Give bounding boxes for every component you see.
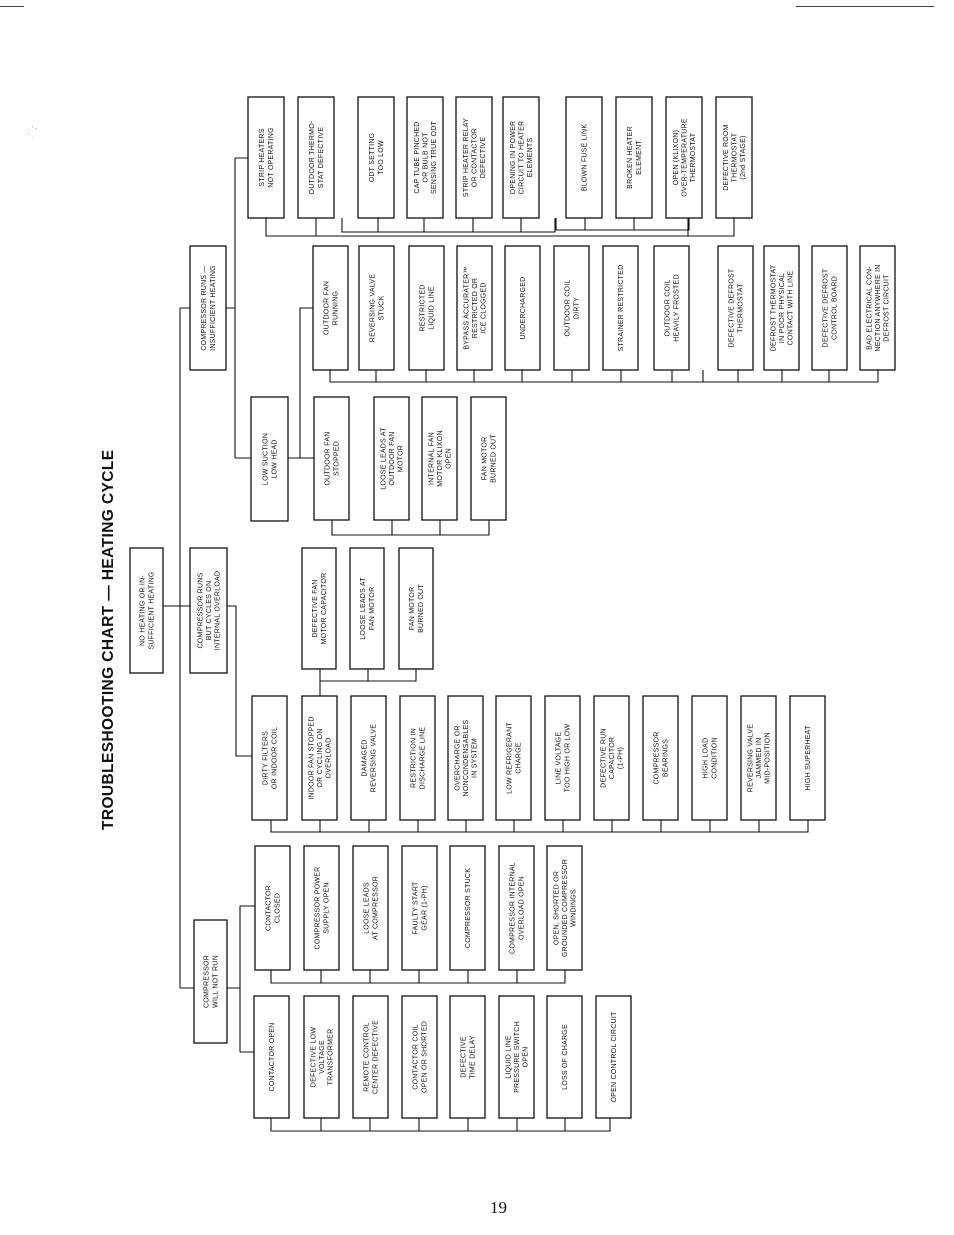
page-number: 19 [490, 1198, 507, 1217]
overload-cause-10-label: HIGH LOAD CONDITION [702, 737, 719, 779]
outdoor-fan-running-cause-1 [313, 246, 348, 370]
overload-cause-10 [692, 696, 727, 820]
defrost-cause-4 [860, 246, 895, 370]
defrost-cause-2-label: DEFROST THERMOSTAT IN POOR PHYSICAL CONTACT WITH LINE [770, 264, 795, 352]
contactor-open-cause-6-label: LIQUID LINE PRESSURE SWITCH OPEN [505, 1021, 530, 1093]
node-low-suction-low-head-label: LOW SUCTION LOW HEAD [262, 432, 279, 486]
outdoor-fan-running-cause-5 [505, 246, 540, 370]
contactor-closed-cause-1 [255, 846, 290, 970]
strip-heater-cause-2 [298, 97, 334, 218]
outdoor-fan-running-cause-6 [554, 246, 589, 370]
contactor-closed-cause-5 [450, 846, 485, 970]
outdoor-fan-running-cause-4 [457, 246, 492, 370]
connector-strip-power [556, 218, 689, 230]
contactor-open-cause-6 [499, 996, 534, 1118]
node-compressor-runs-insufficient [190, 246, 226, 370]
outdoor-fan-running-cause-7 [603, 246, 638, 370]
outdoor-fan-stopped-cause-1-label: OUTDOOR FAN STOPPED [324, 431, 341, 486]
defrost-cause-2 [764, 246, 799, 370]
scratch-marks: . ' - ' . [28, 126, 38, 140]
outdoor-fan-stopped-cause-2 [374, 397, 409, 520]
contactor-closed-cause-6-label: COMPRESSOR INTERNAL OVERLOAD OPEN [509, 862, 526, 954]
connector-low-suction [288, 308, 314, 458]
strip-heater-cause-4 [407, 97, 443, 218]
outdoor-fan-running-cause-4-label: BYPASS ACCURATER™ RESTRICTED OR ICE CLOGGED [463, 266, 488, 350]
overload-cause-1-label: DIRTY FILTERS OR INDOOR COIL [262, 726, 279, 790]
contactor-open-cause-8 [596, 996, 631, 1118]
outdoor-fan-running-cause-8-label: OUTDOOR COIL HEAVILY FROSTED [664, 274, 681, 342]
contactor-open-cause-4 [402, 996, 437, 1118]
defrost-cause-1-label: DEFECTIVE DEFROST THERMOSTAT [728, 268, 745, 348]
defrost-cause-1 [718, 246, 753, 370]
contactor-open-cause-3-label: REMOTE CONTROL CENTER DEFECTIVE [363, 1019, 380, 1095]
node-compressor-will-not-run [194, 920, 227, 1043]
node-low-suction-low-head [251, 397, 288, 521]
node-compressor-runs-insufficient-label: COMPRESSOR RUNS — INSUFFICIENT HEATING [201, 265, 217, 351]
connector-overload-row [271, 820, 808, 832]
overload-cause-1 [252, 696, 287, 820]
overload-cause-3 [351, 696, 386, 820]
strip-heater-cause-3 [358, 97, 394, 218]
overload-cause-2-label: INDOOR FAN STOPPED OR CYCLING ON OVERLOAD [308, 716, 333, 800]
outdoor-fan-stopped-cause-4-label: FAN MOTOR BURNED OUT [481, 434, 498, 483]
strip-heater-cause-8-label: BROKEN HEATER ELEMENT [627, 126, 643, 189]
defrost-cause-3-label: DEFECTIVE DEFROST CONTROL BOARD [822, 268, 839, 348]
outdoor-fan-running-cause-8 [654, 246, 689, 370]
overload-cause-6-label: LOW REFRIGERANT CHARGE [506, 722, 523, 794]
strip-heater-cause-3-label: ODT SETTING TOO LOW [369, 132, 385, 183]
strip-heater-cause-2-label: OUTDOOR THERMO- STAT DEFECTIVE [309, 120, 325, 195]
indoor-fan-cause-1-label: DEFECTIVE FAN MOTOR CAPACITOR [312, 572, 328, 645]
connector-compressor [227, 906, 255, 1052]
strip-heater-cause-6 [503, 97, 539, 218]
outdoor-fan-running-cause-2-label: REVERSING VALVE STUCK [369, 273, 386, 343]
contactor-open-cause-5-label: DEFECTIVE TIME DELAY [460, 1035, 477, 1079]
contactor-open-cause-7 [547, 996, 582, 1118]
strip-heater-cause-1-label: STRIP HEATERS NOT OPERATING [259, 127, 275, 188]
overload-cause-6 [496, 696, 531, 820]
indoor-fan-cause-2 [350, 548, 384, 669]
indoor-fan-cause-2-label: LOOSE LEADS AT FAN MOTOR [360, 577, 376, 640]
root-node-no-heating-label: NO HEATING OR IN- SUFFICIENT HEATING [139, 571, 156, 650]
strip-heater-cause-5 [456, 97, 492, 218]
outdoor-fan-running-cause-7-label: STRAINER RESTRICTED [617, 264, 625, 352]
node-compressor-will-not-run-label: COMPRESSOR WILL NOT RUN [203, 954, 220, 1009]
overload-cause-12 [790, 696, 825, 820]
strip-heater-cause-7 [566, 97, 602, 218]
contactor-open-cause-7-label: LOSS OF CHARGE [561, 1024, 569, 1090]
node-compressor-cycles-overload-label: COMPRESSOR RUNS BUT CYCLES ON INTERNAL OVERLOAD [197, 570, 222, 651]
contactor-open-cause-2 [304, 996, 339, 1118]
overload-cause-4 [400, 696, 435, 820]
contactor-closed-cause-6 [499, 846, 534, 970]
overload-cause-12-label: HIGH SUPERHEAT [804, 725, 812, 791]
connector-insufficient [226, 158, 251, 458]
indoor-fan-cause-3 [399, 548, 433, 669]
overload-cause-9-label: COMPRESSOR BEARINGS [653, 731, 670, 785]
connector-overload [227, 606, 252, 756]
contactor-closed-cause-1-label: CONTACTOR CLOSED [265, 885, 282, 931]
strip-heater-cause-4-label: CAP TUBE PINCHED OR BULB NOT SENSING TRUE ODT [413, 120, 439, 195]
contactor-closed-cause-5-label: COMPRESSOR STUCK [464, 867, 472, 949]
overload-cause-7-label: LINE VOLTAGE TOO HIGH OR LOW [555, 723, 572, 793]
connector-frost [703, 370, 878, 382]
overload-cause-11-label: REVERSING VALVE JAMMED IN MID-POSITION [747, 723, 772, 793]
defrost-cause-4-label: BAD ELECTRICAL CON- NECTION ANYWHERE IN DEFROST CIRCUIT [866, 264, 891, 352]
contactor-closed-cause-3-label: LOOSE LEADS AT COMPRESSOR [363, 875, 380, 941]
contactor-closed-cause-2 [304, 846, 339, 970]
outdoor-fan-running-cause-5-label: UNDERCHARGED [519, 276, 527, 340]
contactor-open-cause-8-label: OPEN CONTROL CIRCUIT [610, 1011, 618, 1103]
outdoor-fan-running-cause-2 [359, 246, 394, 370]
contactor-open-cause-5 [450, 996, 485, 1118]
defrost-cause-3 [812, 246, 847, 370]
overload-cause-2 [302, 696, 337, 820]
connector-outdoor-fan-stopped [332, 520, 489, 535]
strip-heater-cause-9 [666, 97, 702, 218]
contactor-closed-cause-2-label: COMPRESSOR POWER SUPPLY OPEN [314, 866, 331, 950]
connector-contactor-open-row [271, 1118, 610, 1131]
chart-title: TROUBLESHOOTING CHART — HEATING CYCLE [100, 449, 117, 830]
contactor-closed-cause-7-label: OPEN, SHORTED OR GROUNDED COMPRESSOR WINDINGS [553, 858, 578, 958]
connector-indoor-fan [320, 669, 416, 696]
contactor-closed-cause-7 [547, 846, 582, 970]
contactor-closed-cause-4 [402, 846, 437, 970]
contactor-open-cause-1-label: CONTACTOR OPEN [268, 1022, 276, 1092]
outdoor-fan-running-cause-3 [409, 246, 444, 370]
connector-contactor-closed-row [271, 970, 565, 983]
contactor-closed-cause-3 [353, 846, 388, 970]
outdoor-fan-running-cause-6-label: OUTDOOR COIL DIRTY [564, 279, 581, 337]
strip-heater-cause-6-label: OPENING IN POWER CIRCUIT TO HEATER ELEMENTS [509, 120, 535, 195]
connector-strip-top [266, 218, 734, 236]
strip-heater-cause-8 [616, 97, 652, 218]
indoor-fan-cause-3-label: FAN MOTOR BURNED OUT [409, 584, 425, 633]
overload-cause-8 [594, 696, 629, 820]
connector-strip-thermostat [342, 218, 555, 232]
outdoor-fan-stopped-cause-3 [422, 397, 457, 520]
overload-cause-4-label: RESTRICTION IN DISCHARGE LINE [410, 726, 427, 790]
contactor-open-cause-4-label: CONTACTOR COIL OPEN OR SHORTED [412, 1020, 429, 1094]
contactor-open-cause-1 [254, 996, 289, 1118]
contactor-open-cause-2-label: DEFECTIVE LOW VOLTAGE TRANSFORMER [310, 1026, 335, 1088]
overload-cause-7 [545, 696, 580, 820]
outdoor-fan-running-cause-3-label: RESTRICTED LIQUID LINE [419, 284, 436, 332]
strip-heater-cause-10 [716, 97, 752, 218]
overload-cause-5 [448, 696, 483, 820]
root-node-no-heating [130, 548, 163, 673]
contactor-closed-cause-4-label: FAULTY START GEAR (1-PH) [412, 881, 429, 935]
overload-cause-3-label: DAMAGED REVERSING VALVE [361, 723, 378, 793]
indoor-fan-cause-1 [302, 548, 336, 669]
outdoor-fan-stopped-cause-4 [471, 397, 506, 520]
overload-cause-5-label: OVERCHARGE OR NONCONDENSABLES IN SYSTEM [454, 719, 479, 797]
outdoor-fan-stopped-cause-2-label: LOOSE LEADS AT OUTDOOR FAN MOTOR [380, 427, 405, 490]
node-compressor-cycles-overload [190, 548, 227, 673]
strip-heater-cause-10-label: DEFECTIVE ROOM THERMOSTAT (2nd STAGE) [722, 124, 748, 191]
outdoor-fan-running-cause-1-label: OUTDOOR FAN RUNNING [323, 280, 340, 336]
contactor-open-cause-3 [353, 996, 388, 1118]
strip-heater-cause-9-label: OPEN (KLIXON) OVER-TEMPERATURE THERMOSTAT [672, 118, 698, 197]
overload-cause-11 [741, 696, 776, 820]
outdoor-fan-stopped-cause-1 [314, 397, 349, 520]
outdoor-fan-stopped-cause-3-label: INTERNAL FAN MOTOR KLIXON OPEN [428, 430, 453, 487]
strip-heater-cause-1 [248, 97, 284, 218]
strip-heater-cause-7-label: BLOWN FUSE LINK [581, 123, 589, 192]
strip-heater-cause-5-label: STRIP HEATER RELAY OR CONTACTOR DEFECTIVE [462, 117, 488, 198]
overload-cause-9 [643, 696, 678, 820]
overload-cause-8-label: DEFECTIVE RUN CAPACITOR (1-PH) [600, 728, 625, 788]
